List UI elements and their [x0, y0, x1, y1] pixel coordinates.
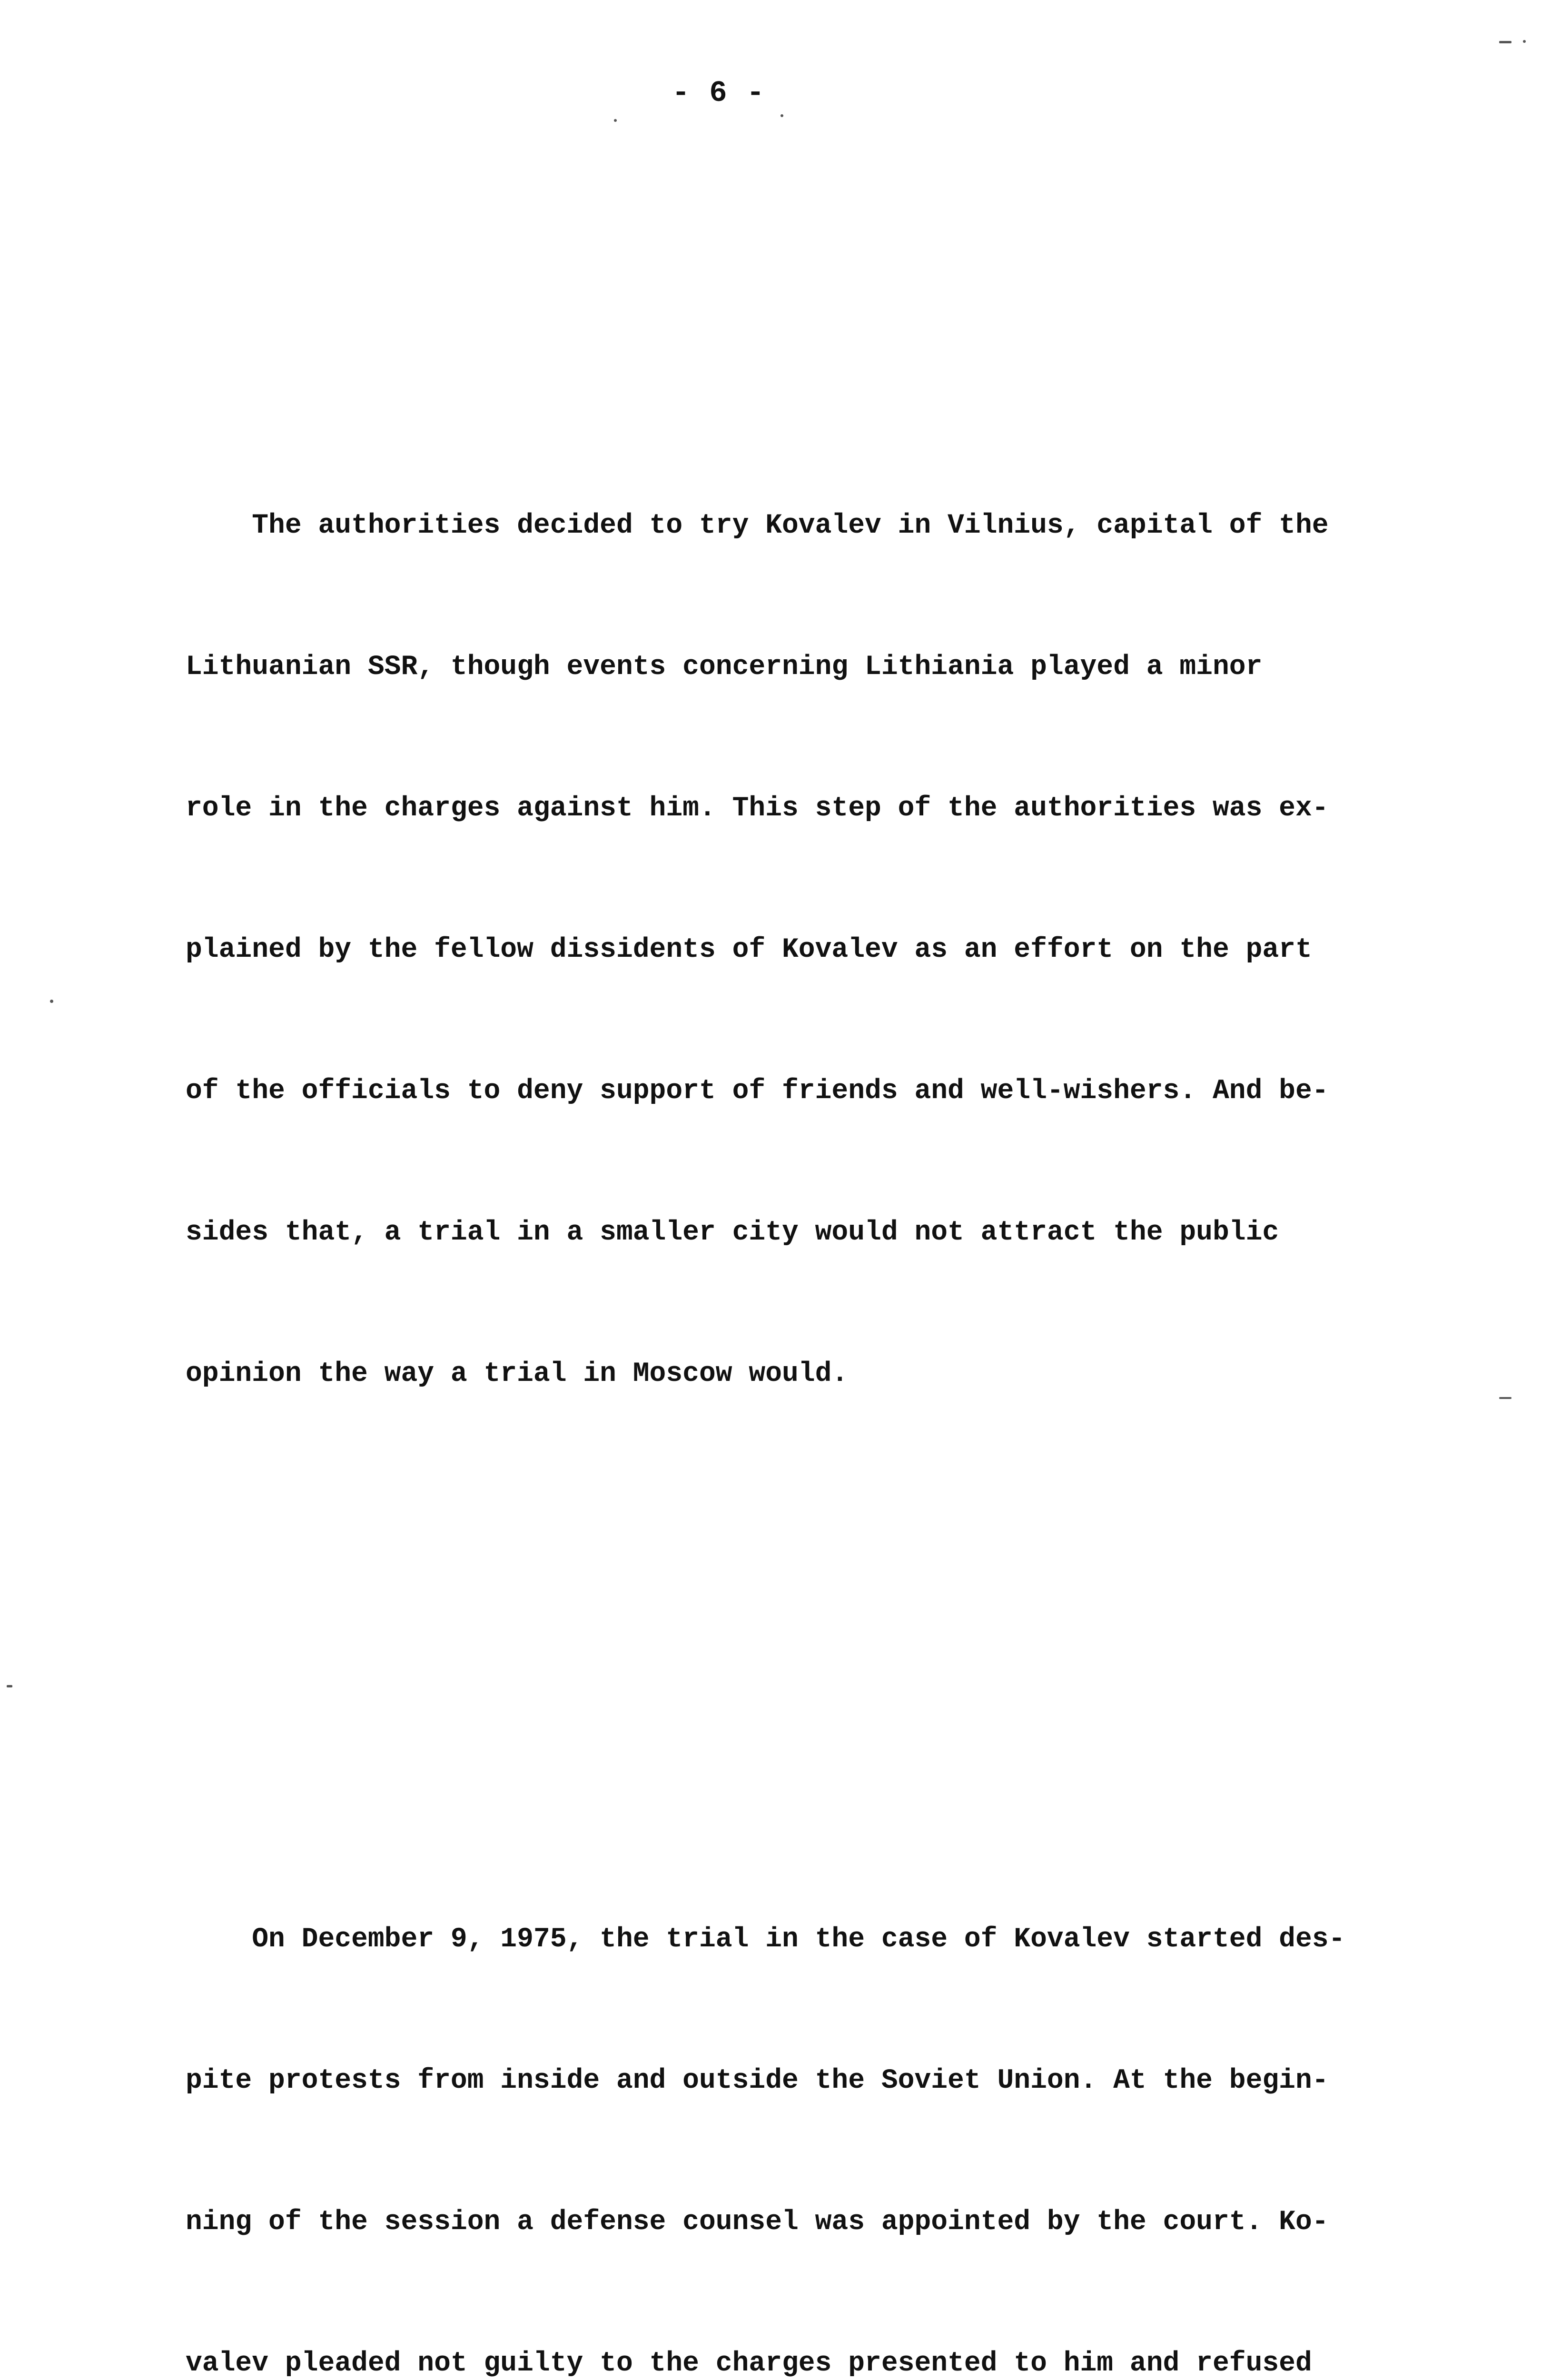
text-line: sides that, a trial in a smaller city would not attract the public — [186, 1217, 1279, 1248]
text-line: Lithuanian SSR, though events concerning Lithiania played a minor — [186, 652, 1263, 683]
text-line: pite protests from inside and outside the Soviet Union. At the begin- — [186, 2065, 1329, 2096]
scan-speck — [1523, 40, 1526, 43]
scan-speck — [1499, 41, 1512, 43]
document-body — [186, 267, 1413, 2380]
paragraph-1 — [186, 408, 1413, 1492]
text-line: of the officials to deny support of friends and well-wishers. And be- — [186, 1076, 1329, 1107]
scan-speck — [7, 1685, 12, 1687]
text-line: The authorities decided to try Kovalev in Vilnius, capital of the — [186, 510, 1329, 541]
text-line: opinion the way a trial in Moscow would. — [186, 1359, 849, 1389]
text-line: plained by the fellow dissidents of Kovalev as an effort on the part — [186, 934, 1312, 965]
paragraph-gap — [186, 1633, 1413, 1680]
page-number: - 6 - — [672, 76, 766, 110]
paragraph-2 — [186, 1822, 1413, 2380]
text-line: ning of the session a defense counsel was appointed by the court. Ko- — [186, 2207, 1329, 2238]
text-line: valev pleaded not guilty to the charges presented to him and refused — [186, 2348, 1312, 2379]
scan-speck — [1499, 1397, 1512, 1399]
text-line: On December 9, 1975, the trial in the case of Kovalev started des- — [186, 1924, 1345, 1955]
text-line: role in the charges against him. This step of the authorities was ex- — [186, 793, 1329, 824]
scan-speck — [50, 1000, 53, 1003]
scan-speck — [780, 114, 783, 117]
scan-speck — [614, 119, 617, 122]
